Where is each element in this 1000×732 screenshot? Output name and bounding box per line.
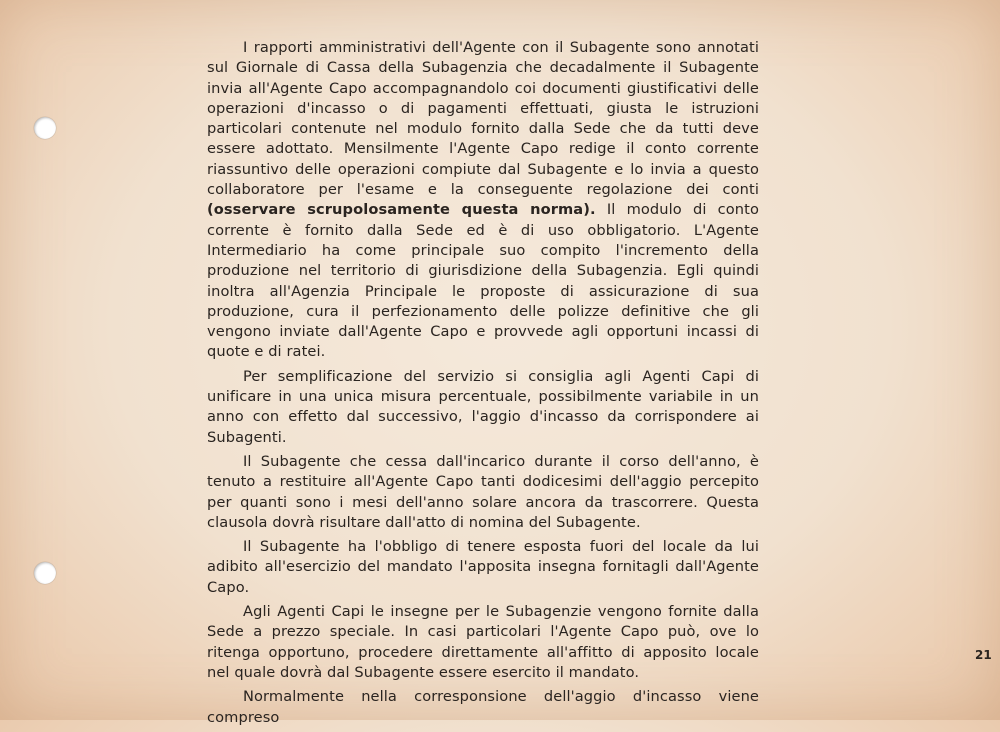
paragraph-2-text: Per semplificazione del servizio si consiglia agli Agenti Capi di unificare in una unica misura percentuale, possibilmente variabile in un anno con effetto dal successivo, l'aggio d'incasso da corrispondere ai Subagenti. — [207, 367, 759, 446]
page-number: 21 — [975, 648, 992, 662]
binder-hole-bottom — [34, 562, 56, 584]
paragraph-1-text-b: Il modulo di conto corrente è fornito dalla Sede ed è di uso obbligatorio. L'Agente Intermediario ha come principale suo compito l'incremento della produzione nel territorio di giurisdizione della Subagenzia. Egli quindi inoltra all'Agenzia Principale le proposte di assicurazione di sua produzione, cura il perfezionamento delle polizze definitive che gli vengono inviate dall'Agente Capo e provvede agli opportuni incassi di quote e di ratei. — [207, 201, 759, 361]
paragraph-4 — [207, 537, 759, 598]
paragraph-5-text: Agli Agenti Capi le insegne per le Subagenzie vengono fornite dalla Sede a prezzo speciale. In casi particolari l'Agente Capo può, ove lo ritenga opportuno, procedere direttamente all'affitto di apposito locale nel quale dovrà dal Subagente essere esercito il mandato. — [207, 603, 759, 681]
body-text — [207, 38, 759, 732]
paragraph-1-bold-note: (osservare scrupolosamente questa norma). — [207, 201, 596, 219]
binder-hole-top — [34, 117, 56, 139]
paragraph-2 — [207, 367, 759, 448]
paragraph-3-text: Il Subagente che cessa dall'incarico durante il corso dell'anno, è tenuto a restituire all'Agente Capo tanti dodicesimi dell'aggio percepito per quanti sono i mesi dell'anno solare ancora da trascorrere. Questa clausola dovrà risultare dall'atto di nomina del Subagente. — [207, 452, 759, 531]
paragraph-1 — [207, 38, 759, 363]
paragraph-1-text-a: I rapporti amministrativi dell'Agente con il Subagente sono annotati sul Giornale di Cassa della Subagenzia che decadalmente il Subagente invia all'Agente Capo accompagnandolo coi documenti giustificativi delle operazioni d'incasso o di pagamenti effettuati, giusta le istruzioni particolari contenute nel modulo fornito dalla Sede che da tutti deve essere adottato. Mensilmente l'Agente Capo redige il conto corrente riassuntivo delle operazioni compiute dal Subagente e lo invia a questo collaboratore per l'esame e la conseguente regolazione dei conti — [207, 39, 759, 199]
paragraph-3 — [207, 452, 759, 533]
paragraph-4-text: Il Subagente ha l'obbligo di tenere esposta fuori del locale da lui adibito all'esercizio del mandato l'apposita insegna fornitagli dall'Agente Capo. — [207, 538, 759, 596]
paragraph-6-text: Normalmente nella corresponsione dell'aggio d'incasso viene compreso — [207, 688, 759, 726]
paragraph-6 — [207, 687, 759, 728]
paragraph-5 — [207, 602, 759, 683]
